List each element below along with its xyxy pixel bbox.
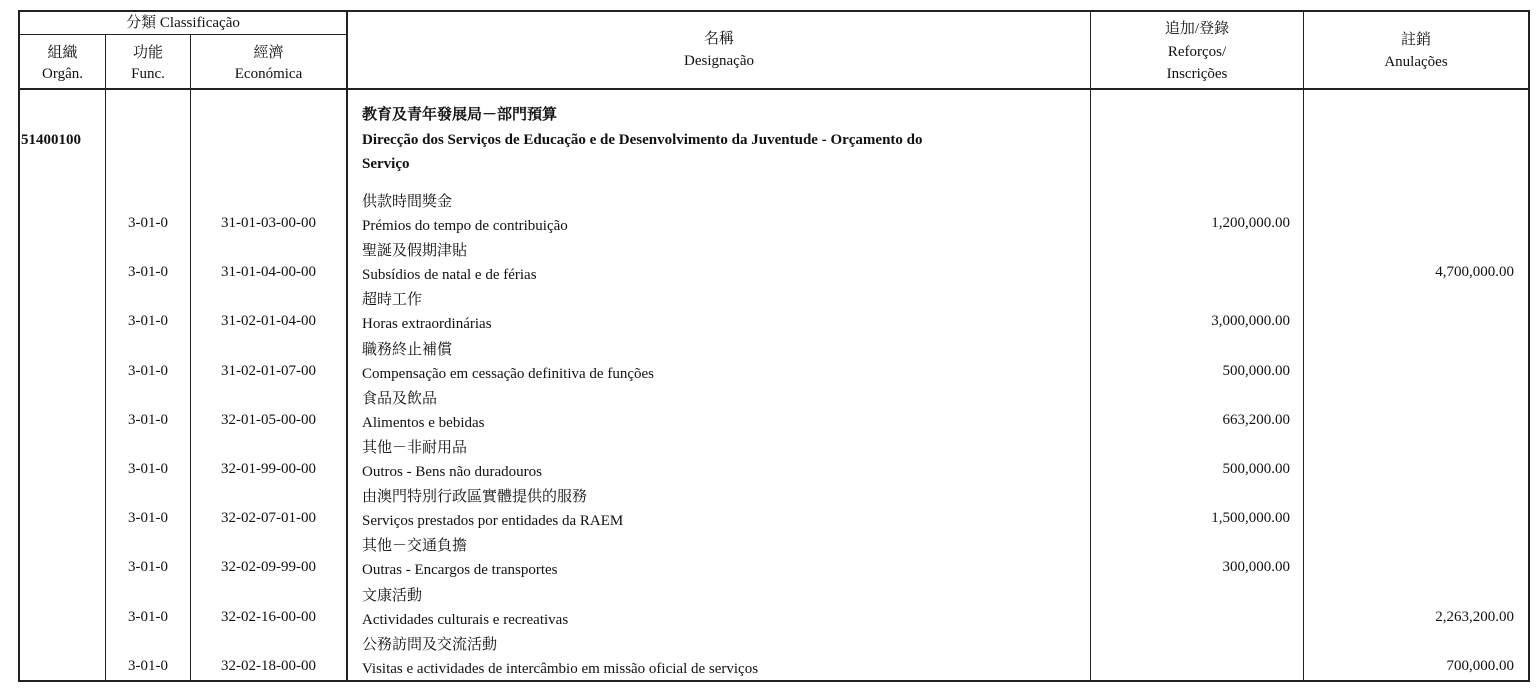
row-econ-code: 32-02-18-00-00 — [221, 658, 316, 674]
row-designation-pt: Horas extraordinárias — [362, 316, 492, 332]
row-func-code: 3-01-0 — [128, 313, 168, 329]
header-func-pt: Func. — [131, 66, 165, 82]
row-func-code: 3-01-0 — [128, 658, 168, 674]
row-econ-code: 32-02-07-01-00 — [221, 510, 316, 526]
organ-name-zh: 教育及青年發展局－部門預算 — [362, 107, 558, 123]
row-designation-zh: 其他－非耐用品 — [362, 440, 468, 456]
row-reforco-amount: 500,000.00 — [1222, 363, 1290, 379]
row-econ-code: 31-01-03-00-00 — [221, 215, 316, 231]
row-reforco-amount: 3,000,000.00 — [1211, 313, 1290, 329]
row-designation-zh: 職務終止補償 — [362, 342, 453, 358]
col-sep-1 — [105, 34, 106, 682]
row-designation-pt: Actividades culturais e recreativas — [362, 612, 569, 628]
row-designation-pt: Prémios do tempo de contribuição — [362, 218, 568, 234]
row-designation-pt: Compensação em cessação definitiva de funções — [362, 366, 654, 382]
row-designation-pt: Serviços prestados por entidades da RAEM — [362, 513, 624, 529]
row-designation-zh: 供款時間獎金 — [362, 194, 453, 210]
header-desig-zh: 名稱 — [703, 31, 734, 47]
col-sep-2 — [190, 34, 191, 682]
header-reforcos-zh: 追加/登錄 — [1164, 21, 1230, 37]
row-designation-pt: Outros - Bens não duradouros — [362, 464, 542, 480]
row-designation-zh: 文康活動 — [362, 588, 423, 604]
row-designation-zh: 其他－交通負擔 — [362, 538, 468, 554]
header-classification: 分類 Classificação — [126, 15, 240, 31]
organ-name-pt-line2: Serviço — [362, 156, 410, 172]
row-reforco-amount: 663,200.00 — [1222, 412, 1290, 428]
row-func-code: 3-01-0 — [128, 461, 168, 477]
row-econ-code: 32-01-05-00-00 — [221, 412, 316, 428]
row-designation-pt: Alimentos e bebidas — [362, 415, 485, 431]
header-organ-zh: 組織 — [47, 45, 78, 61]
organ-name-pt-line1: Direcção dos Serviços de Educação e de Desenvolvimento da Juventude - Orçamento do — [362, 132, 923, 148]
header-reforcos-pt2: Inscrições — [1166, 66, 1228, 82]
col-sep-4 — [1090, 10, 1091, 682]
row-func-code: 3-01-0 — [128, 412, 168, 428]
row-econ-code: 31-02-01-04-00 — [221, 313, 316, 329]
header-organ-pt: Orgân. — [42, 66, 83, 82]
row-econ-code: 31-01-04-00-00 — [221, 264, 316, 280]
col-sep-5 — [1303, 10, 1304, 682]
row-econ-code: 32-02-09-99-00 — [221, 559, 316, 575]
classification-rule — [18, 34, 348, 35]
row-func-code: 3-01-0 — [128, 363, 168, 379]
row-func-code: 3-01-0 — [128, 609, 168, 625]
row-reforco-amount: 300,000.00 — [1222, 559, 1290, 575]
header-desig-pt: Designação — [684, 53, 754, 69]
header-econ-pt: Económica — [234, 66, 303, 82]
organ-code: 51400100 — [21, 132, 81, 148]
row-anulacao-amount: 700,000.00 — [1446, 658, 1514, 674]
row-func-code: 3-01-0 — [128, 264, 168, 280]
row-anulacao-amount: 4,700,000.00 — [1435, 264, 1514, 280]
row-reforco-amount: 1,500,000.00 — [1211, 510, 1290, 526]
header-reforcos-pt1: Reforços/ — [1167, 44, 1227, 60]
row-designation-pt: Outras - Encargos de transportes — [362, 562, 558, 578]
row-designation-zh: 公務訪問及交流活動 — [362, 637, 498, 653]
row-anulacao-amount: 2,263,200.00 — [1435, 609, 1514, 625]
border-left — [18, 10, 20, 682]
header-anulacoes-pt: Anulações — [1384, 54, 1448, 70]
row-designation-zh: 聖誕及假期津貼 — [362, 243, 468, 259]
row-designation-zh: 超時工作 — [362, 292, 423, 308]
row-func-code: 3-01-0 — [128, 510, 168, 526]
row-designation-pt: Subsídios de natal e de férias — [362, 267, 537, 283]
row-designation-zh: 食品及飲品 — [362, 391, 438, 407]
row-econ-code: 32-01-99-00-00 — [221, 461, 316, 477]
row-econ-code: 31-02-01-07-00 — [221, 363, 316, 379]
header-func-zh: 功能 — [132, 45, 163, 61]
row-reforco-amount: 1,200,000.00 — [1211, 215, 1290, 231]
row-econ-code: 32-02-16-00-00 — [221, 609, 316, 625]
col-sep-3 — [346, 10, 348, 682]
row-func-code: 3-01-0 — [128, 559, 168, 575]
row-func-code: 3-01-0 — [128, 215, 168, 231]
header-anulacoes-zh: 註銷 — [1400, 32, 1431, 48]
header-econ-zh: 經濟 — [253, 45, 284, 61]
border-right — [1528, 10, 1530, 682]
row-designation-zh: 由澳門特別行政區實體提供的服務 — [362, 489, 588, 505]
row-designation-pt: Visitas e actividades de intercâmbio em missão oficial de serviços — [362, 661, 759, 677]
row-reforco-amount: 500,000.00 — [1222, 461, 1290, 477]
